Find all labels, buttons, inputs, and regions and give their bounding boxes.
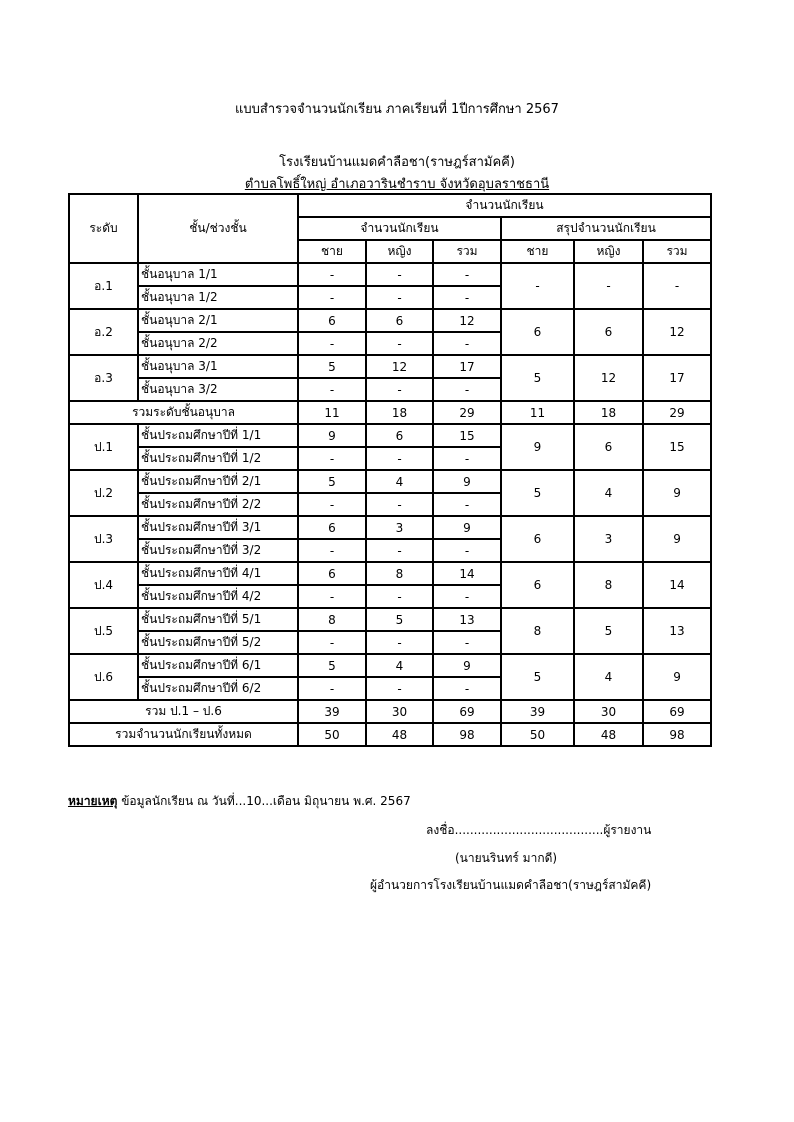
note-label: หมายเหตุ [68, 794, 118, 808]
class-name-cell: ชั้นประถมศึกษาปีที่ 1/1 [138, 424, 298, 447]
table-row [69, 309, 711, 332]
class-name-cell: ชั้นอนุบาล 3/2 [138, 378, 298, 401]
class-male-cell: - [298, 263, 366, 286]
class-male-cell: 8 [298, 608, 366, 631]
class-total-cell: - [433, 493, 501, 516]
class-name-cell: ชั้นประถมศึกษาปีที่ 6/2 [138, 677, 298, 700]
summary-female-cell: 8 [574, 562, 643, 608]
class-male-cell: - [298, 493, 366, 516]
header-count: จำนวนนักเรียน [298, 217, 501, 240]
class-name-cell: ชั้นประถมศึกษาปีที่ 6/1 [138, 654, 298, 677]
level-cell: ป.4 [69, 562, 138, 608]
table-row [69, 654, 711, 677]
class-total-cell: 12 [433, 309, 501, 332]
header-level: ระดับ [69, 194, 138, 263]
header-students: จำนวนนักเรียน [298, 194, 711, 217]
class-name-cell: ชั้นอนุบาล 2/2 [138, 332, 298, 355]
summary-male-cell: 6 [501, 309, 574, 355]
header-summary-male: ชาย [501, 240, 574, 263]
kindergarten-total-row-value: 29 [643, 401, 711, 424]
summary-male-cell: 9 [501, 424, 574, 470]
class-female-cell: - [366, 332, 433, 355]
class-female-cell: - [366, 378, 433, 401]
class-name-cell: ชั้นอนุบาล 1/2 [138, 286, 298, 309]
level-cell: ป.1 [69, 424, 138, 470]
summary-total-cell: 9 [643, 470, 711, 516]
class-name-cell: ชั้นอนุบาล 3/1 [138, 355, 298, 378]
grand-total-row-value: 98 [643, 723, 711, 746]
kindergarten-total-row-value: 18 [366, 401, 433, 424]
class-total-cell: 9 [433, 516, 501, 539]
summary-total-cell: 17 [643, 355, 711, 401]
class-male-cell: 5 [298, 355, 366, 378]
grand-total-row-value: 48 [574, 723, 643, 746]
summary-male-cell: 6 [501, 562, 574, 608]
summary-male-cell: 8 [501, 608, 574, 654]
class-male-cell: - [298, 631, 366, 654]
summary-male-cell: 5 [501, 654, 574, 700]
class-name-cell: ชั้นประถมศึกษาปีที่ 2/2 [138, 493, 298, 516]
signature-line: ลงชื่อ.......................................ผู้รายงาน [426, 823, 652, 837]
class-total-cell: 14 [433, 562, 501, 585]
primary-total-row-value: 39 [501, 700, 574, 723]
table-row [69, 562, 711, 585]
class-total-cell: - [433, 447, 501, 470]
footnote [68, 792, 411, 811]
class-female-cell: - [366, 286, 433, 309]
table-row [69, 470, 711, 493]
header-male: ชาย [298, 240, 366, 263]
class-male-cell: - [298, 585, 366, 608]
class-female-cell: 6 [366, 309, 433, 332]
signer-position: ผู้อำนวยการโรงเรียนบ้านแมดคำลือชา(ราษฎร์สามัคคี) [370, 878, 652, 892]
grand-total-row [69, 723, 711, 746]
summary-female-cell: 6 [574, 424, 643, 470]
primary-total-row [69, 700, 711, 723]
class-male-cell: 6 [298, 562, 366, 585]
class-total-cell: 9 [433, 654, 501, 677]
grand-total-row-label: รวมจำนวนนักเรียนทั้งหมด [69, 723, 298, 746]
table-row [69, 516, 711, 539]
primary-total-row-value: 69 [433, 700, 501, 723]
class-total-cell: - [433, 378, 501, 401]
summary-male-cell: 5 [501, 470, 574, 516]
summary-male-cell: - [501, 263, 574, 309]
summary-total-cell: 14 [643, 562, 711, 608]
primary-total-row-value: 69 [643, 700, 711, 723]
class-name-cell: ชั้นประถมศึกษาปีที่ 3/1 [138, 516, 298, 539]
class-total-cell: - [433, 539, 501, 562]
school-address: ตำบลโพธิ์ใหญ่ อำเภอวารินชำราบ จังหวัดอุบลราชธานี [244, 177, 550, 192]
class-female-cell: - [366, 447, 433, 470]
summary-total-cell: - [643, 263, 711, 309]
class-total-cell: 17 [433, 355, 501, 378]
summary-male-cell: 5 [501, 355, 574, 401]
summary-total-cell: 13 [643, 608, 711, 654]
class-name-cell: ชั้นอนุบาล 1/1 [138, 263, 298, 286]
class-female-cell: 6 [366, 424, 433, 447]
summary-total-cell: 9 [643, 654, 711, 700]
summary-total-cell: 15 [643, 424, 711, 470]
header-female: หญิง [366, 240, 433, 263]
grand-total-row-value: 48 [366, 723, 433, 746]
class-male-cell: - [298, 332, 366, 355]
note-text: ข้อมูลนักเรียน ณ วันที่...10...เดือน มิถุนายน พ.ศ. 2567 [117, 794, 411, 808]
class-total-cell: 15 [433, 424, 501, 447]
kindergarten-total-row-value: 11 [501, 401, 574, 424]
summary-female-cell: 3 [574, 516, 643, 562]
class-total-cell: - [433, 286, 501, 309]
header-class: ชั้น/ช่วงชั้น [138, 194, 298, 263]
level-cell: ป.5 [69, 608, 138, 654]
summary-total-cell: 9 [643, 516, 711, 562]
table-row [69, 424, 711, 447]
class-male-cell: 6 [298, 516, 366, 539]
grand-total-row-value: 50 [501, 723, 574, 746]
primary-total-row-label: รวม ป.1 – ป.6 [69, 700, 298, 723]
summary-female-cell: 6 [574, 309, 643, 355]
class-female-cell: 3 [366, 516, 433, 539]
class-female-cell: - [366, 631, 433, 654]
class-female-cell: - [366, 585, 433, 608]
class-total-cell: - [433, 332, 501, 355]
class-male-cell: - [298, 677, 366, 700]
class-male-cell: 5 [298, 654, 366, 677]
primary-total-row-value: 39 [298, 700, 366, 723]
level-cell: อ.2 [69, 309, 138, 355]
level-cell: ป.3 [69, 516, 138, 562]
class-name-cell: ชั้นประถมศึกษาปีที่ 2/1 [138, 470, 298, 493]
survey-title: แบบสำรวจจำนวนนักเรียน ภาคเรียนที่ 1ปีการศึกษา 2567 [235, 102, 559, 117]
class-male-cell: 5 [298, 470, 366, 493]
class-name-cell: ชั้นประถมศึกษาปีที่ 4/2 [138, 585, 298, 608]
class-total-cell: - [433, 263, 501, 286]
signer-name: (นายนรินทร์ มากดี) [455, 851, 558, 865]
grand-total-row-value: 98 [433, 723, 501, 746]
grand-total-row-value: 50 [298, 723, 366, 746]
table-row [69, 355, 711, 378]
class-total-cell: - [433, 585, 501, 608]
header-summary-total: รวม [643, 240, 711, 263]
class-female-cell: 4 [366, 470, 433, 493]
summary-female-cell: 4 [574, 470, 643, 516]
class-total-cell: 9 [433, 470, 501, 493]
class-male-cell: 9 [298, 424, 366, 447]
header-summary-female: หญิง [574, 240, 643, 263]
class-female-cell: - [366, 493, 433, 516]
table-row [69, 263, 711, 286]
primary-total-row-value: 30 [366, 700, 433, 723]
kindergarten-total-row-value: 29 [433, 401, 501, 424]
class-total-cell: - [433, 631, 501, 654]
class-total-cell: 13 [433, 608, 501, 631]
class-male-cell: - [298, 378, 366, 401]
class-female-cell: 5 [366, 608, 433, 631]
kindergarten-total-row-value: 11 [298, 401, 366, 424]
level-cell: อ.3 [69, 355, 138, 401]
summary-female-cell: - [574, 263, 643, 309]
kindergarten-total-row-label: รวมระดับชั้นอนุบาล [69, 401, 298, 424]
header-total: รวม [433, 240, 501, 263]
class-name-cell: ชั้นประถมศึกษาปีที่ 4/1 [138, 562, 298, 585]
student-count-table [68, 193, 712, 747]
class-female-cell: 4 [366, 654, 433, 677]
kindergarten-total-row [69, 401, 711, 424]
summary-total-cell: 12 [643, 309, 711, 355]
class-male-cell: - [298, 539, 366, 562]
class-name-cell: ชั้นประถมศึกษาปีที่ 1/2 [138, 447, 298, 470]
class-male-cell: - [298, 286, 366, 309]
table-row [69, 608, 711, 631]
class-female-cell: - [366, 677, 433, 700]
primary-total-row-value: 30 [574, 700, 643, 723]
level-cell: ป.2 [69, 470, 138, 516]
class-female-cell: 12 [366, 355, 433, 378]
school-name: โรงเรียนบ้านแมดคำลือชา(ราษฎร์สามัคคี) [279, 155, 515, 170]
class-name-cell: ชั้นอนุบาล 2/1 [138, 309, 298, 332]
summary-female-cell: 5 [574, 608, 643, 654]
summary-male-cell: 6 [501, 516, 574, 562]
summary-female-cell: 12 [574, 355, 643, 401]
class-female-cell: - [366, 539, 433, 562]
class-female-cell: - [366, 263, 433, 286]
class-total-cell: - [433, 677, 501, 700]
class-name-cell: ชั้นประถมศึกษาปีที่ 5/1 [138, 608, 298, 631]
level-cell: ป.6 [69, 654, 138, 700]
summary-female-cell: 4 [574, 654, 643, 700]
class-male-cell: 6 [298, 309, 366, 332]
class-name-cell: ชั้นประถมศึกษาปีที่ 3/2 [138, 539, 298, 562]
header-summary: สรุปจำนวนนักเรียน [501, 217, 711, 240]
class-female-cell: 8 [366, 562, 433, 585]
class-male-cell: - [298, 447, 366, 470]
kindergarten-total-row-value: 18 [574, 401, 643, 424]
level-cell: อ.1 [69, 263, 138, 309]
class-name-cell: ชั้นประถมศึกษาปีที่ 5/2 [138, 631, 298, 654]
